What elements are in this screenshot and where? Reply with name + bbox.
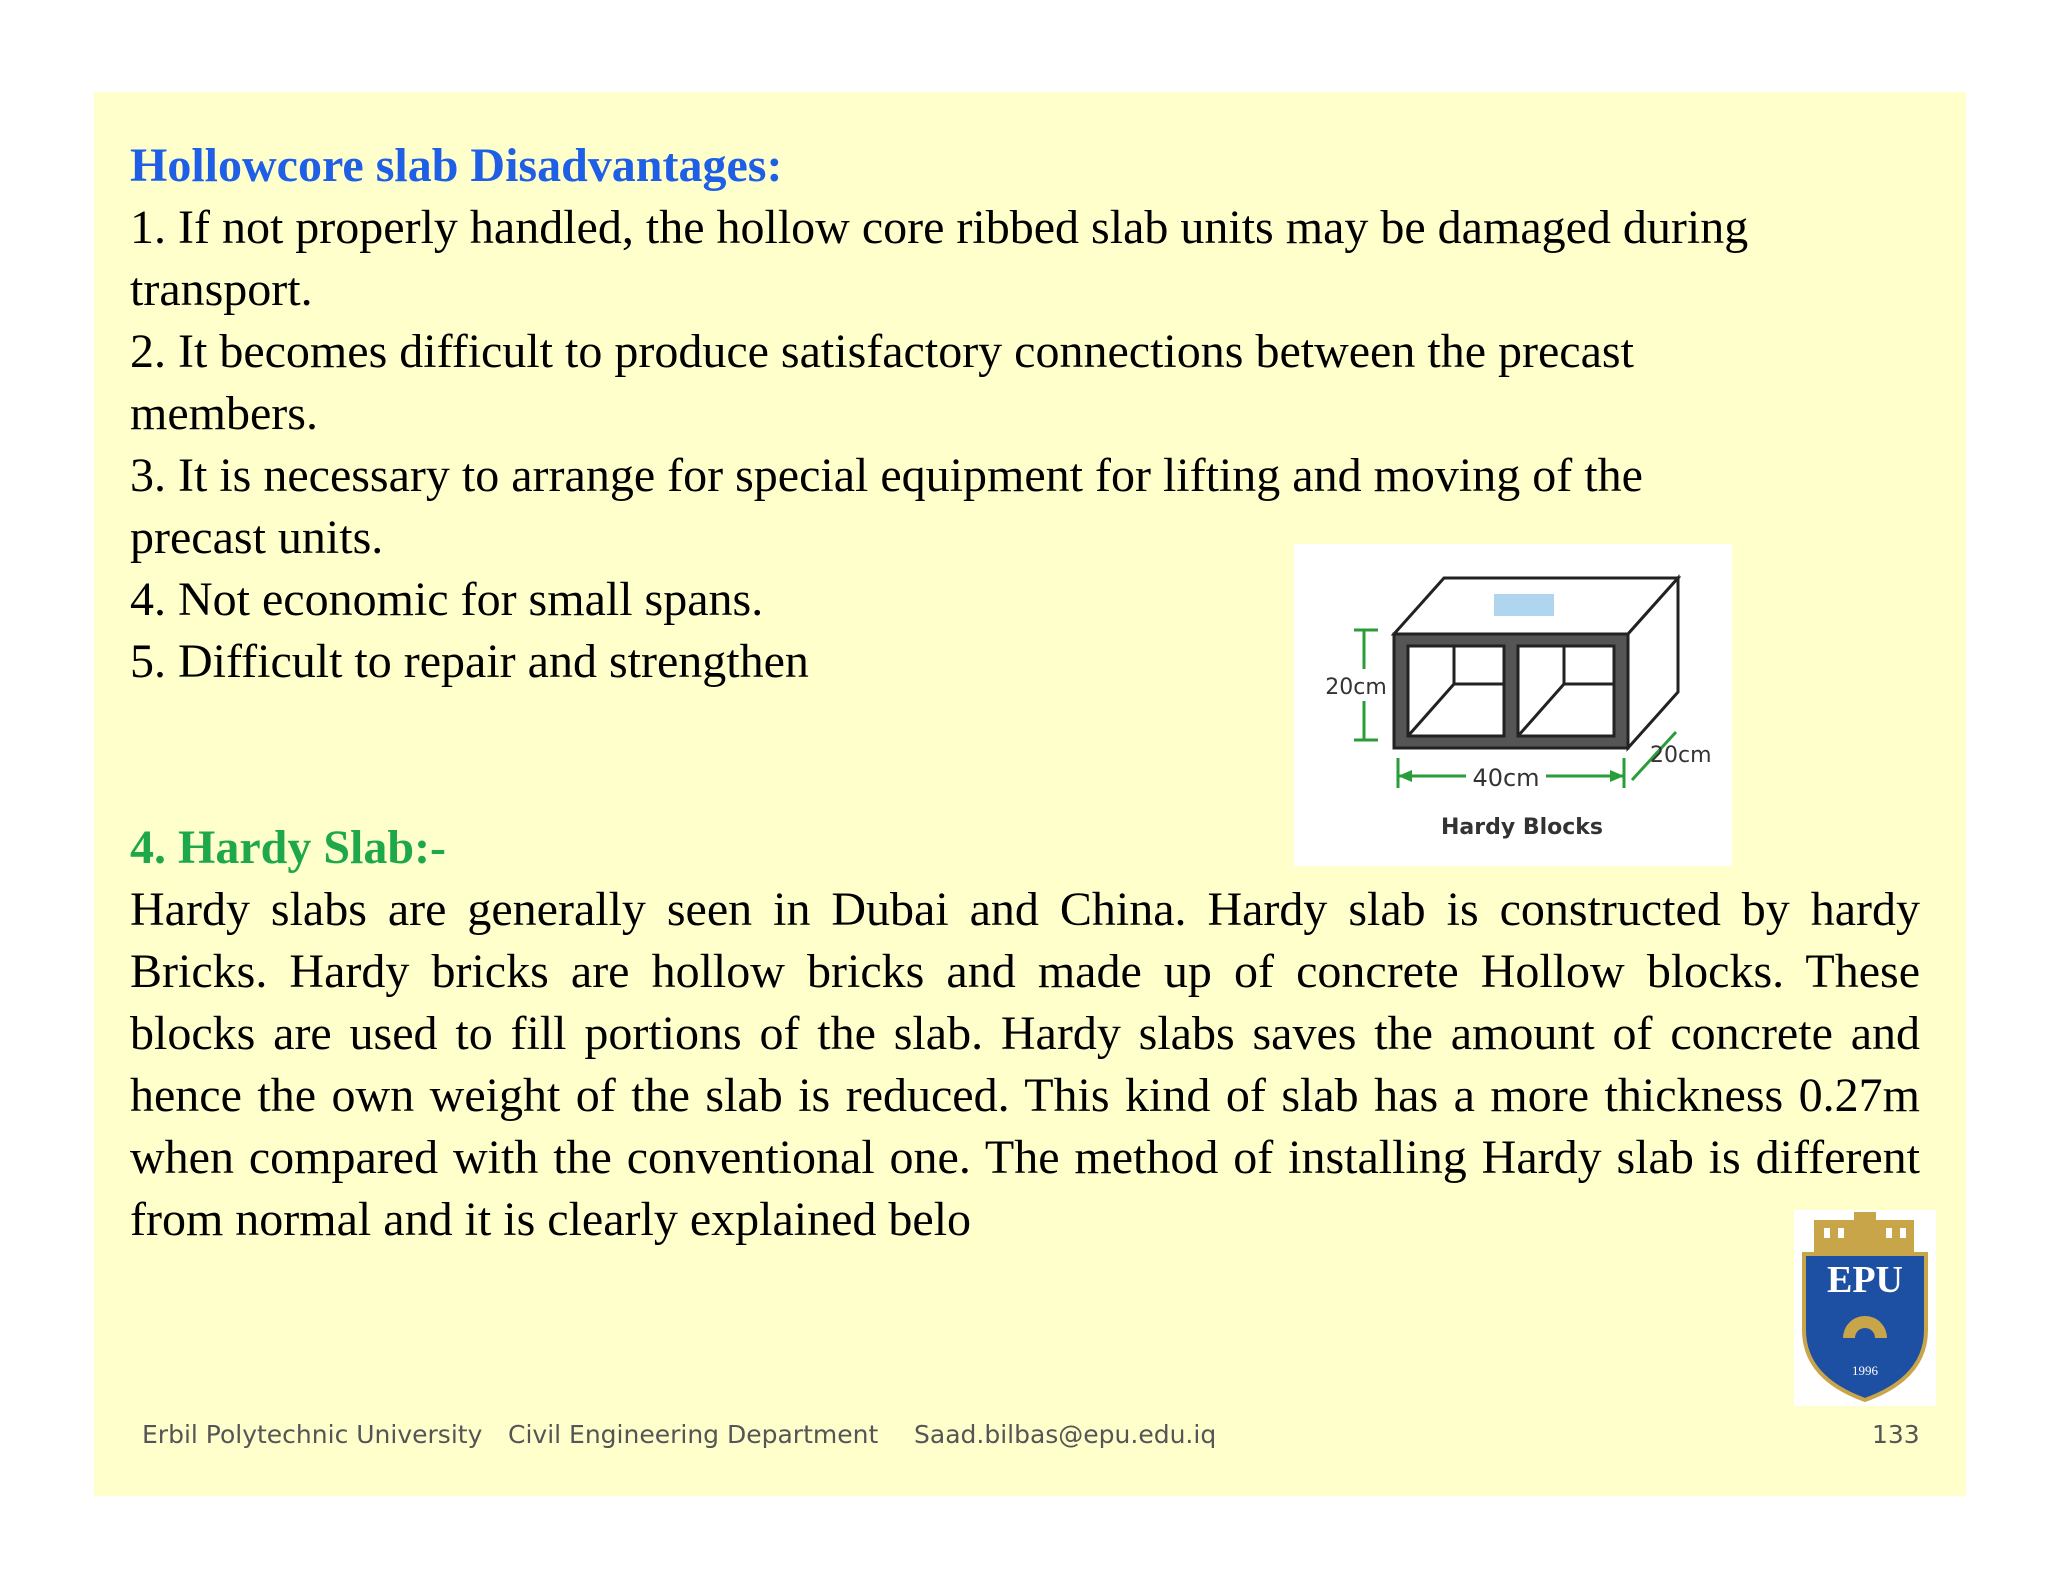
block-cell-left	[1408, 646, 1504, 736]
disadvantage-line: precast units.	[130, 511, 384, 564]
epu-logo	[1794, 1210, 1936, 1406]
disadvantage-line: transport.	[130, 263, 313, 316]
epu-shield	[1794, 1210, 1936, 1406]
disadvantage-line: members.	[130, 387, 318, 440]
height-label: 20cm	[1325, 675, 1387, 700]
disadvantage-line: 4. Not economic for small spans.	[130, 573, 764, 626]
footer-email: Saad.bilbas@epu.edu.iq	[914, 1420, 1217, 1449]
disadvantage-line: 5. Difficult to repair and strengthen	[130, 635, 809, 688]
disadvantage-line: 2. It becomes difficult to produce satisfactory connections between the precast	[130, 325, 1634, 378]
block-cell-right	[1518, 646, 1614, 736]
footer	[142, 1420, 1918, 1460]
slide	[94, 92, 1966, 1496]
page-number: 133	[1872, 1420, 1920, 1449]
disadvantages-heading: Hollowcore slab Disadvantages:	[130, 139, 783, 192]
disadvantage-line: 1. If not properly handled, the hollow core ribbed slab units may be damaged during	[130, 201, 1749, 254]
hardy-slab-paragraph: Hardy slabs are generally seen in Dubai and China. Hardy slab is constructed by hardy Bricks. Hardy bricks are hollow bricks and made up of concrete Hollow blocks. These blocks are used to fill portions of the slab. Hardy slabs saves the amount of concrete and hence the own weight of the slab is reduced. This kind of slab has a more thickness 0.27m when compared with the conventional one. The method of installing Hardy slab is different from normal and it is clearly explained belo	[130, 883, 1920, 1246]
logo-year: 1996	[1852, 1363, 1878, 1378]
hardy-block-figure	[1294, 544, 1732, 866]
hardy-slab-heading: 4. Hardy Slab:-	[130, 821, 447, 874]
logo-text: EPU	[1827, 1259, 1903, 1301]
figure-caption: Hardy Blocks	[1440, 815, 1604, 840]
width-label: 40cm	[1472, 764, 1540, 792]
hardy-block-drawing	[1294, 544, 1732, 866]
footer-department: Civil Engineering Department	[508, 1420, 879, 1449]
disadvantage-line: 3. It is necessary to arrange for special equipment for lifting and moving of the	[130, 449, 1643, 502]
depth-label: 20cm	[1650, 743, 1712, 768]
footer-university: Erbil Polytechnic University	[142, 1420, 483, 1449]
